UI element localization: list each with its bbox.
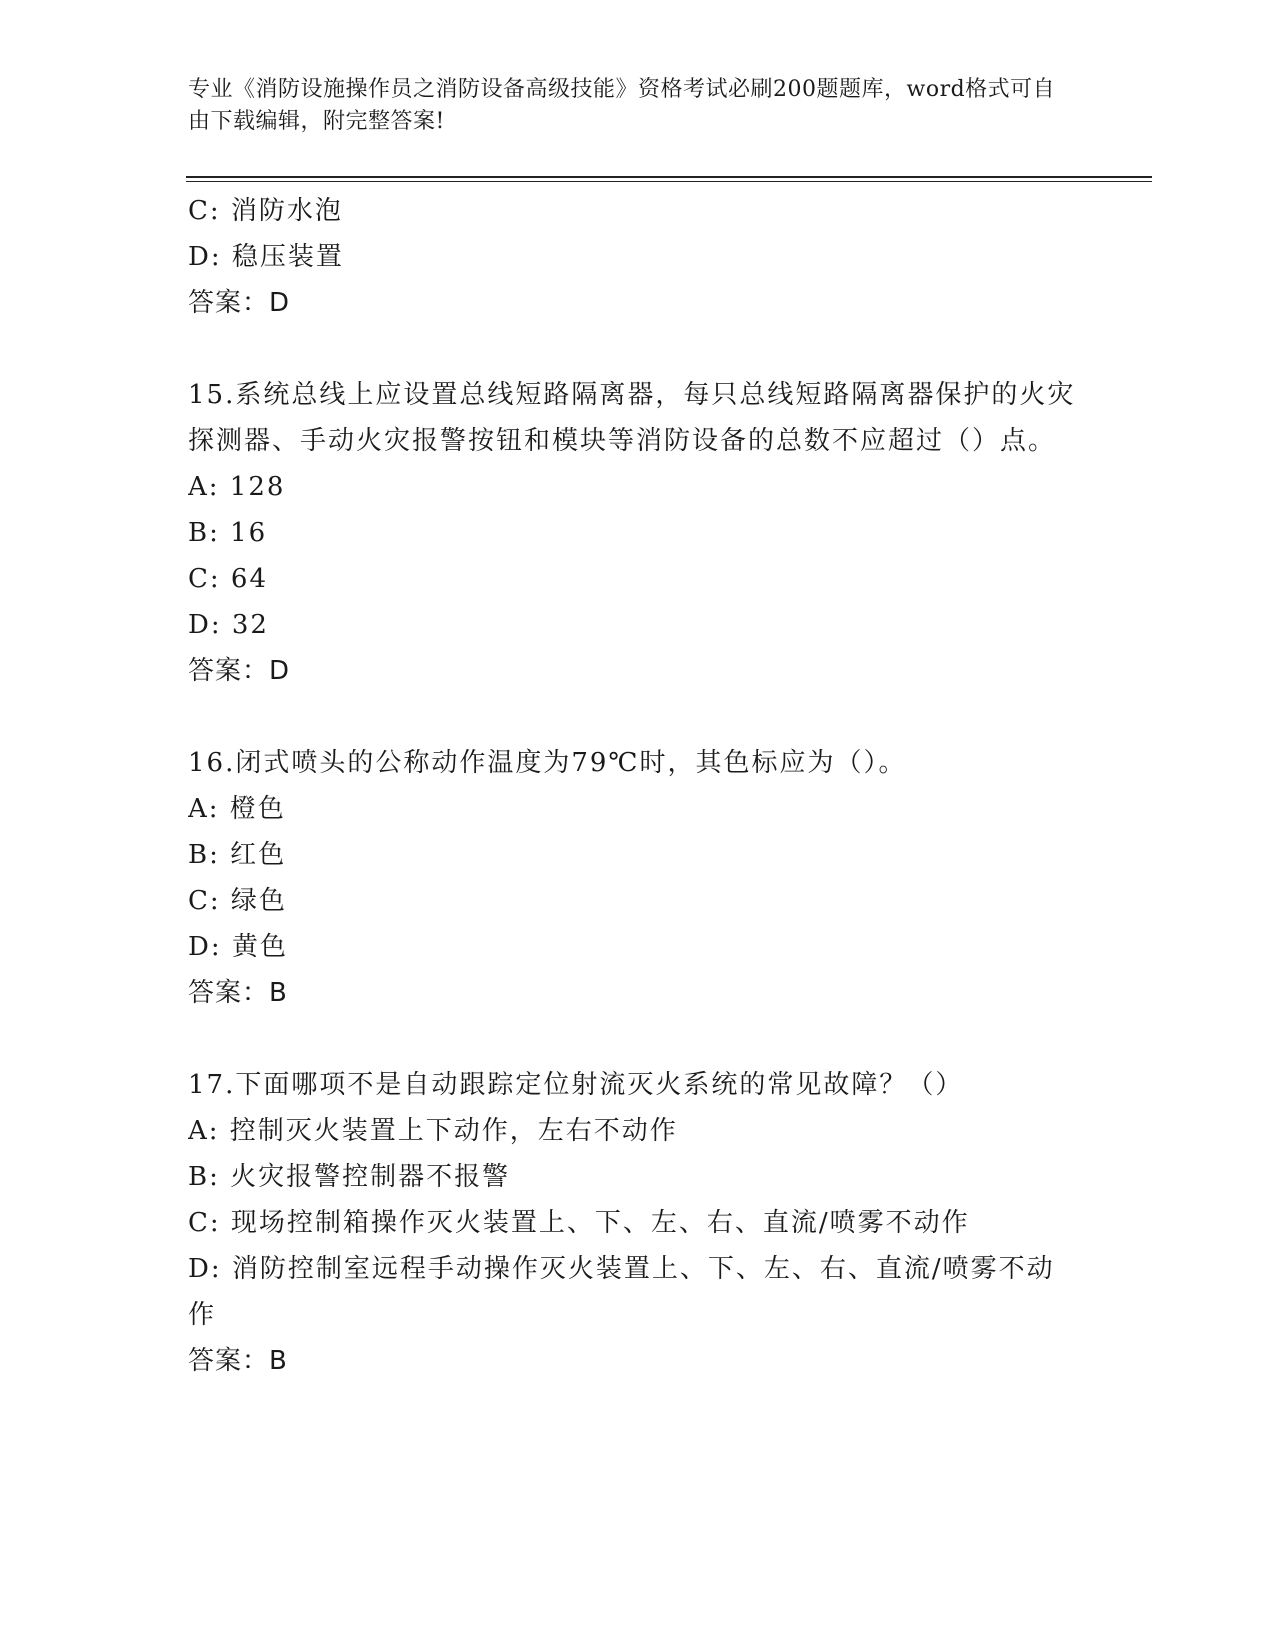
question-block-prev (188, 188, 1078, 326)
question-stem: 17.下面哪项不是自动跟踪定位射流灭火系统的常见故障？（） (188, 1070, 964, 1100)
option-d: D: 稳压装置 (188, 242, 344, 272)
option-d: D: 32 (188, 610, 269, 640)
answer: 答案：B (188, 978, 288, 1008)
option-b: B: 火灾报警控制器不报警 (188, 1162, 511, 1192)
spacer (188, 1016, 1078, 1062)
option-a: A: 控制灭火装置上下动作，左右不动作 (188, 1116, 678, 1146)
question-block-17 (188, 1062, 1078, 1384)
answer: 答案：D (188, 656, 291, 686)
option-d: D: 消防控制室远程手动操作灭火装置上、下、左、右、直流/喷雾不动作 (188, 1254, 1055, 1330)
header-divider-thin (186, 181, 1152, 182)
document-header (188, 74, 1068, 138)
question-list (188, 188, 1078, 1384)
spacer (188, 694, 1078, 740)
header-divider (186, 176, 1152, 178)
option-c: C: 64 (188, 564, 269, 594)
option-a: A: 橙色 (188, 794, 286, 824)
question-block-15 (188, 372, 1078, 694)
header-text: 专业《消防设施操作员之消防设备高级技能》资格考试必刷200题题库，word格式可自由下载编辑，附完整答案! (188, 77, 1056, 134)
answer: 答案：D (188, 288, 291, 318)
option-c: C: 现场控制箱操作灭火装置上、下、左、右、直流/喷雾不动作 (188, 1208, 970, 1238)
option-d: D: 黄色 (188, 932, 288, 962)
spacer (188, 326, 1078, 372)
option-b: B: 红色 (188, 840, 287, 870)
question-stem: 16.闭式喷头的公称动作温度为79℃时，其色标应为（）。 (188, 748, 907, 778)
option-c: C: 绿色 (188, 886, 287, 916)
question-block-16 (188, 740, 1078, 1016)
answer: 答案：B (188, 1346, 288, 1376)
option-a: A: 128 (188, 472, 286, 502)
question-stem: 15.系统总线上应设置总线短路隔离器，每只总线短路隔离器保护的火灾探测器、手动火灾报警按钮和模块等消防设备的总数不应超过（）点。 (188, 380, 1076, 456)
option-b: B: 16 (188, 518, 268, 548)
option-c: C: 消防水泡 (188, 196, 343, 226)
